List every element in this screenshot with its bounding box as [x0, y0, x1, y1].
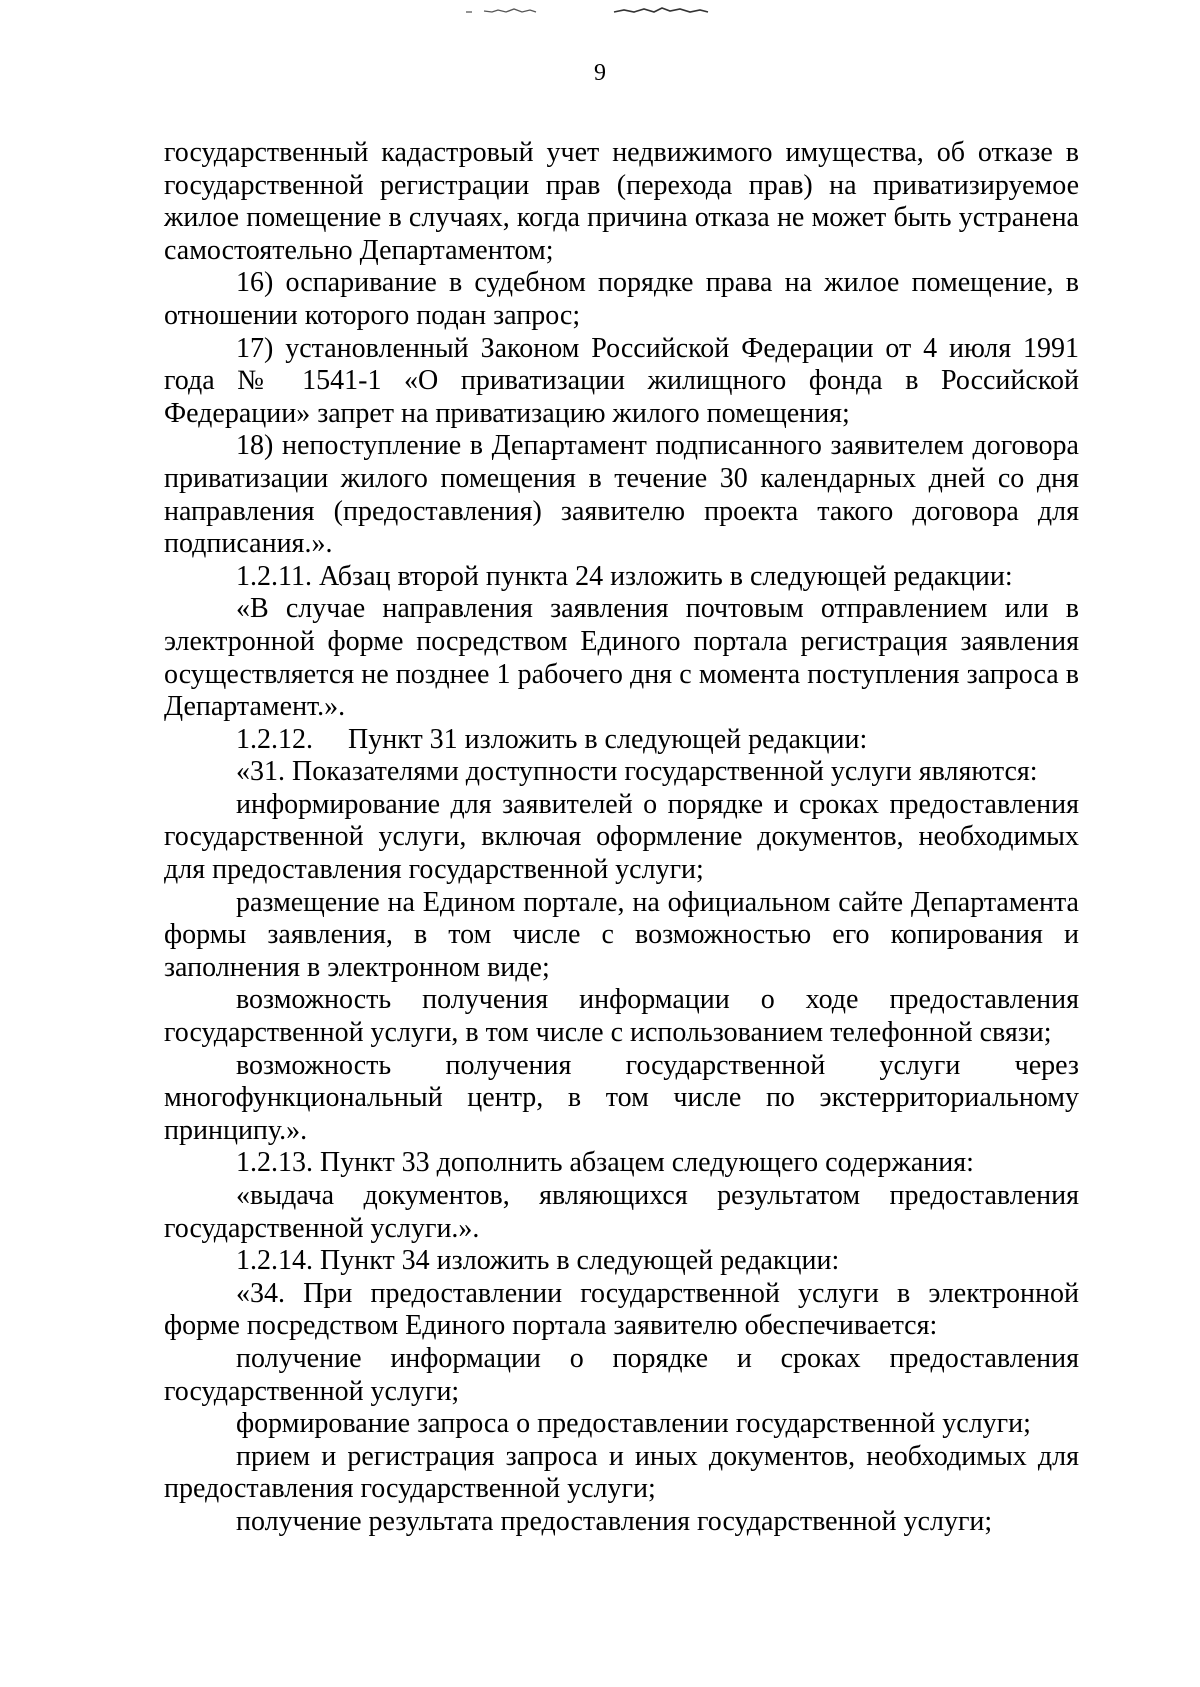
paragraph: 16) оспаривание в судебном порядке права на жилое помещение, в отношении которого подан запрос;	[164, 267, 1079, 331]
paragraph: получение информации о порядке и сроках предоставления государственной услуги;	[164, 1342, 1079, 1407]
paragraph: 1.2.13. Пункт 33 дополнить абзацем следующего содержания:	[236, 1147, 974, 1179]
paragraph: формирование запроса о предоставлении государственной услуги;	[236, 1408, 1031, 1440]
paragraph: государственный кадастровый учет недвижимого имущества, об отказе в государственной регистрации прав (перехода прав) на приватизируемое жилое помещение в случаях, когда причина отказа не может быть устранена самостоятельно Департаментом;	[164, 137, 1079, 266]
paragraph: размещение на Едином портале, на официальном сайте Департамента формы заявления, в том числе с возможностью его копирования и заполнения в электронном виде;	[164, 886, 1079, 983]
scan-artifact	[600, 6, 728, 16]
paragraph: 1.2.14. Пункт 34 изложить в следующей редакции:	[236, 1245, 840, 1277]
paragraph: «В случае направления заявления почтовым отправлением или в электронной форме посредством Единого портала регистрация заявления осуществляется не позднее 1 рабочего дня с момента поступления запроса в Департамент.».	[164, 593, 1079, 723]
paragraph: 1.2.12. Пункт 31 изложить в следующей редакции:	[236, 723, 868, 755]
paragraph: информирование для заявителей о порядке и сроках предоставления государственной услуги, включая оформление документов, необходимых для предоставления государственной услуги;	[164, 788, 1079, 886]
scan-artifact	[462, 6, 590, 16]
paragraph: 17) установленный Законом Российской Федерации от 4 июля 1991 года № 1541-1 «О приватизации жилищного фонда в Российской Федерации» запрет на приватизацию жилого помещения;	[164, 332, 1079, 429]
paragraph: возможность получения государственной услуги через многофункциональный центр, в том числе по экстерриториальному принципу.».	[164, 1049, 1079, 1146]
body-text	[164, 137, 1079, 1539]
paragraph: 1.2.11. Абзац второй пункта 24 изложить в следующей редакции:	[236, 560, 1013, 592]
page-number: 9	[594, 60, 606, 86]
paragraph: «выдача документов, являющихся результатом предоставления государственной услуги.».	[164, 1180, 1079, 1244]
paragraph: возможность получения информации о ходе предоставления государственной услуги, в том числе с использованием телефонной связи;	[164, 984, 1079, 1049]
paragraph: «31. Показателями доступности государственной услуги являются:	[236, 756, 1038, 788]
paragraph: 18) непоступление в Департамент подписанного заявителем договора приватизации жилого помещения в течение 30 календарных дней со дня направления (предоставления) заявителю проекта такого договора для подписания.».	[164, 430, 1079, 560]
paragraph: получение результата предоставления государственной услуги;	[236, 1505, 993, 1537]
paragraph: прием и регистрация запроса и иных документов, необходимых для предоставления государственной услуги;	[164, 1440, 1079, 1505]
paragraph: «34. При предоставлении государственной услуги в электронной форме посредством Единого портала заявителю обеспечивается:	[164, 1277, 1079, 1342]
